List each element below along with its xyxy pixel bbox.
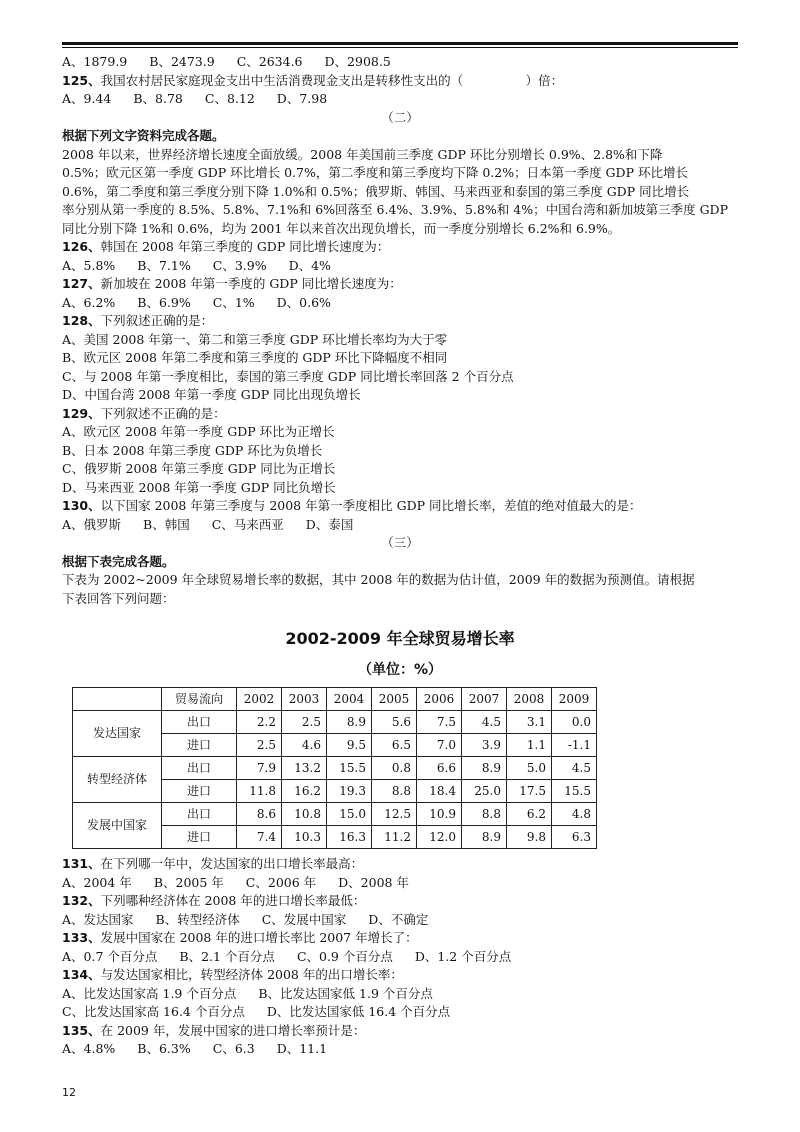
passage-line: 同比分别下降 1%和 0.6%，均为 2001 年以来首次出现负增长，而一季度分别增长 6.2%和 6.9%。 xyxy=(62,220,621,236)
table-cell: 6.2 xyxy=(507,803,552,826)
table-cell: 2.2 xyxy=(237,711,282,734)
option: A、5.8% xyxy=(62,257,116,273)
options-134-row2 xyxy=(62,1003,738,1022)
section-2-instruction: 根据下列文字资料完成各题。 xyxy=(62,128,225,143)
option: B、2473.9 xyxy=(149,54,215,69)
question-number: 125、 xyxy=(62,72,101,88)
options-132 xyxy=(62,911,738,930)
option: B、欧元区 2008 年第二季度和第三季度的 GDP 环比下降幅度不相同 xyxy=(62,350,448,365)
question-132 xyxy=(62,892,738,911)
header-rule-thick xyxy=(62,42,738,45)
option: B、比发达国家低 1.9 个百分点 xyxy=(258,985,433,1001)
option: B、日本 2008 年第三季度 GDP 环比为负增长 xyxy=(62,442,323,458)
page-number: 12 xyxy=(62,1086,76,1099)
question-text: 下列叙述正确的是： xyxy=(100,313,214,328)
question-number: 131、 xyxy=(62,856,101,871)
table-cell: 11.2 xyxy=(372,826,417,849)
question-text: 发展中国家在 2008 年的进口增长率比 2007 年增长了： xyxy=(100,930,418,945)
passage-line: 2008 年以来，世界经济增长速度全面放缓。2008 年美国前三季度 GDP 环比分别增长 0.9%、2.8%和下降 xyxy=(62,146,663,162)
flow-label: 进口 xyxy=(162,826,237,849)
option: B、2005 年 xyxy=(153,874,224,890)
table-cell: 8.8 xyxy=(462,803,507,826)
table-intro: 下表为 2002~2009 年全球贸易增长率的数据，其中 2008 年的数据为估计值，2009 年的数据为预测值。请根据 xyxy=(62,572,695,587)
question-text: 以下国家 2008 年第三季度与 2008 年第一季度相比 GDP 同比增长率，差值的绝对值最大的是： xyxy=(100,498,642,513)
table-cell: 11.8 xyxy=(237,780,282,803)
options-134-row1 xyxy=(62,985,738,1004)
table-cell: 18.4 xyxy=(417,780,462,803)
question-133 xyxy=(62,929,738,948)
page-content xyxy=(62,53,738,1059)
option: C、3.9% xyxy=(212,257,267,273)
options-135 xyxy=(62,1040,738,1059)
option: D、泰国 xyxy=(305,516,354,532)
question-135 xyxy=(62,1022,738,1041)
question-134 xyxy=(62,966,738,985)
question-127 xyxy=(62,275,738,294)
table-corner-cell xyxy=(73,688,162,711)
group-label: 转型经济体 xyxy=(73,757,162,803)
passage-line: 0.5%；欧元区第一季度 GDP 环比增长 0.7%，第二季度和第三季度均下降 0.2%；日本第一季度 GDP 环比增长 xyxy=(62,165,688,180)
option: A、2004 年 xyxy=(62,874,132,890)
question-number: 134、 xyxy=(62,967,101,982)
option: B、7.1% xyxy=(137,257,191,273)
option: B、韩国 xyxy=(143,516,190,532)
table-intro: 下表回答下列问题： xyxy=(62,590,175,606)
option: D、7.98 xyxy=(276,91,328,106)
table-header-row xyxy=(73,688,597,711)
section-3-label: （三） xyxy=(381,535,419,550)
question-text: 在 2009 年，发展中国家的进口增长率预计是： xyxy=(100,1022,366,1038)
option: A、4.8% xyxy=(62,1041,116,1056)
options-130 xyxy=(62,516,738,535)
option: D、4% xyxy=(288,257,331,273)
question-text: 在下列哪一年中，发达国家的出口增长率最高： xyxy=(100,856,364,871)
option: A、0.7 个百分点 xyxy=(62,948,158,964)
table-cell: 17.5 xyxy=(507,780,552,803)
year-header: 2006 xyxy=(417,688,462,711)
table-header: 贸易流向 xyxy=(162,688,237,711)
options-126 xyxy=(62,257,738,276)
year-header: 2009 xyxy=(552,688,597,711)
question-text: 韩国在 2008 年第三季度的 GDP 同比增长速度为： xyxy=(100,239,390,254)
table-cell: 5.0 xyxy=(507,757,552,780)
question-number: 129、 xyxy=(62,405,101,421)
year-header: 2003 xyxy=(282,688,327,711)
table-cell: 10.3 xyxy=(282,826,327,849)
table-cell: 15.5 xyxy=(327,757,372,780)
question-129 xyxy=(62,405,738,424)
option: C、发展中国家 xyxy=(261,911,347,927)
table-cell: 6.5 xyxy=(372,734,417,757)
table-cell: 6.6 xyxy=(417,757,462,780)
section-2-label: （二） xyxy=(381,109,419,125)
option: B、8.78 xyxy=(133,91,183,106)
table-cell: 8.8 xyxy=(372,780,417,803)
top-options xyxy=(62,53,738,72)
table-cell: 7.4 xyxy=(237,826,282,849)
table-row xyxy=(73,711,597,734)
option: A、比发达国家高 1.9 个百分点 xyxy=(62,985,237,1001)
question-text: 我国农村居民家庭现金支出中生活消费现金支出是转移性支出的（ ）倍： xyxy=(100,72,564,88)
question-number: 132、 xyxy=(62,893,101,908)
option: D、11.1 xyxy=(276,1041,328,1056)
question-125 xyxy=(62,72,738,91)
option: B、2.1 个百分点 xyxy=(179,948,275,964)
table-cell: 6.3 xyxy=(552,826,597,849)
group-label: 发展中国家 xyxy=(73,803,162,849)
option: C、2006 年 xyxy=(245,874,317,890)
table-cell: 3.1 xyxy=(507,711,552,734)
question-text: 与发达国家相比，转型经济体 2008 年的出口增长率： xyxy=(100,967,403,982)
options-127 xyxy=(62,294,738,313)
table-cell: 5.6 xyxy=(372,711,417,734)
passage-line: 0.6%，第二季度和第三季度分别下降 1.0%和 0.5%；俄罗斯、韩国、马来西亚和泰国的第三季度 GDP 同比增长 xyxy=(62,183,690,199)
option: D、1.2 个百分点 xyxy=(414,948,512,964)
group-label: 发达国家 xyxy=(73,711,162,757)
question-131 xyxy=(62,855,738,874)
table-cell: 10.9 xyxy=(417,803,462,826)
options-131 xyxy=(62,874,738,893)
options-133 xyxy=(62,948,738,967)
question-number: 126、 xyxy=(62,239,101,254)
table-cell: 9.8 xyxy=(507,826,552,849)
option: A、俄罗斯 xyxy=(62,516,122,532)
option: C、8.12 xyxy=(204,91,255,106)
table-cell: 2.5 xyxy=(237,734,282,757)
option: C、6.3 xyxy=(212,1041,255,1056)
option: C、1% xyxy=(212,294,255,310)
option: A、6.2% xyxy=(62,294,116,310)
header-rule-thin xyxy=(62,47,738,48)
table-cell: 8.9 xyxy=(327,711,372,734)
option: B、6.9% xyxy=(137,294,191,310)
question-text: 下列哪种经济体在 2008 年的进口增长率最低： xyxy=(100,893,366,908)
table-cell: 15.5 xyxy=(552,780,597,803)
question-number: 128、 xyxy=(62,313,101,328)
trade-growth-table xyxy=(72,687,597,849)
option: A、发达国家 xyxy=(62,911,134,927)
question-number: 127、 xyxy=(62,276,101,291)
option: D、2908.5 xyxy=(324,54,391,69)
option: C、0.9 个百分点 xyxy=(296,948,393,964)
table-cell: 1.1 xyxy=(507,734,552,757)
table-cell: 4.6 xyxy=(282,734,327,757)
table-cell: 7.0 xyxy=(417,734,462,757)
table-cell: 16.3 xyxy=(327,826,372,849)
option: D、马来西亚 2008 年第一季度 GDP 同比负增长 xyxy=(62,479,336,495)
question-126 xyxy=(62,238,738,257)
question-number: 135、 xyxy=(62,1022,101,1038)
table-cell: 16.2 xyxy=(282,780,327,803)
option: A、欧元区 2008 年第一季度 GDP 环比为正增长 xyxy=(62,424,335,439)
table-cell: 12.0 xyxy=(417,826,462,849)
option: A、1879.9 xyxy=(62,54,128,69)
year-header: 2004 xyxy=(327,688,372,711)
table-cell: 9.5 xyxy=(327,734,372,757)
table-cell: 13.2 xyxy=(282,757,327,780)
option: D、0.6% xyxy=(276,294,331,310)
option: C、与 2008 年第一季度相比，泰国的第三季度 GDP 同比增长率回落 2 个百分点 xyxy=(62,368,514,384)
table-cell: 19.3 xyxy=(327,780,372,803)
table-cell: 4.5 xyxy=(552,757,597,780)
table-cell: 7.5 xyxy=(417,711,462,734)
table-cell: 7.9 xyxy=(237,757,282,780)
table-row xyxy=(73,757,597,780)
option: D、中国台湾 2008 年第一季度 GDP 同比出现负增长 xyxy=(62,387,361,402)
table-cell: 3.9 xyxy=(462,734,507,757)
table-cell: -1.1 xyxy=(552,734,597,757)
year-header: 2005 xyxy=(372,688,417,711)
flow-label: 出口 xyxy=(162,757,237,780)
option: A、9.44 xyxy=(62,91,112,106)
question-128 xyxy=(62,312,738,331)
question-text: 新加坡在 2008 年第一季度的 GDP 同比增长速度为： xyxy=(100,276,402,291)
option: C、马来西亚 xyxy=(211,516,284,532)
flow-label: 进口 xyxy=(162,780,237,803)
option: D、不确定 xyxy=(368,911,429,927)
flow-label: 出口 xyxy=(162,803,237,826)
table-cell: 25.0 xyxy=(462,780,507,803)
question-number: 130、 xyxy=(62,498,101,513)
table-cell: 8.6 xyxy=(237,803,282,826)
option: D、比发达国家低 16.4 个百分点 xyxy=(266,1004,451,1019)
options-125 xyxy=(62,90,738,109)
option: C、2634.6 xyxy=(236,54,303,69)
table-unit: （单位：%） xyxy=(357,661,443,678)
table-cell: 4.5 xyxy=(462,711,507,734)
option: A、美国 2008 年第一、第二和第三季度 GDP 环比增长率均为大于零 xyxy=(62,331,448,347)
question-number: 133、 xyxy=(62,930,101,945)
table-title: 2002-2009 年全球贸易增长率 xyxy=(285,629,515,648)
option: C、俄罗斯 2008 年第三季度 GDP 同比为正增长 xyxy=(62,461,336,476)
table-cell: 0.0 xyxy=(552,711,597,734)
flow-label: 出口 xyxy=(162,711,237,734)
year-header: 2008 xyxy=(507,688,552,711)
year-header: 2002 xyxy=(237,688,282,711)
question-text: 下列叙述不正确的是： xyxy=(100,405,226,421)
table-cell: 0.8 xyxy=(372,757,417,780)
table-cell: 10.8 xyxy=(282,803,327,826)
table-cell: 8.9 xyxy=(462,757,507,780)
flow-label: 进口 xyxy=(162,734,237,757)
passage-line: 率分别从第一季度的 8.5%、5.8%、7.1%和 6%回落至 6.4%、3.9%、5.8%和 4%；中国台湾和新加坡第三季度 GDP xyxy=(62,202,728,217)
table-cell: 15.0 xyxy=(327,803,372,826)
section-3-instruction: 根据下表完成各题。 xyxy=(62,553,175,569)
option: B、转型经济体 xyxy=(155,911,240,927)
option: B、6.3% xyxy=(137,1041,191,1056)
table-cell: 8.9 xyxy=(462,826,507,849)
option: D、2008 年 xyxy=(338,874,409,890)
table-cell: 2.5 xyxy=(282,711,327,734)
year-header: 2007 xyxy=(462,688,507,711)
question-130 xyxy=(62,497,738,516)
table-cell: 12.5 xyxy=(372,803,417,826)
table-cell: 4.8 xyxy=(552,803,597,826)
table-row xyxy=(73,803,597,826)
option: C、比发达国家高 16.4 个百分点 xyxy=(62,1004,245,1019)
